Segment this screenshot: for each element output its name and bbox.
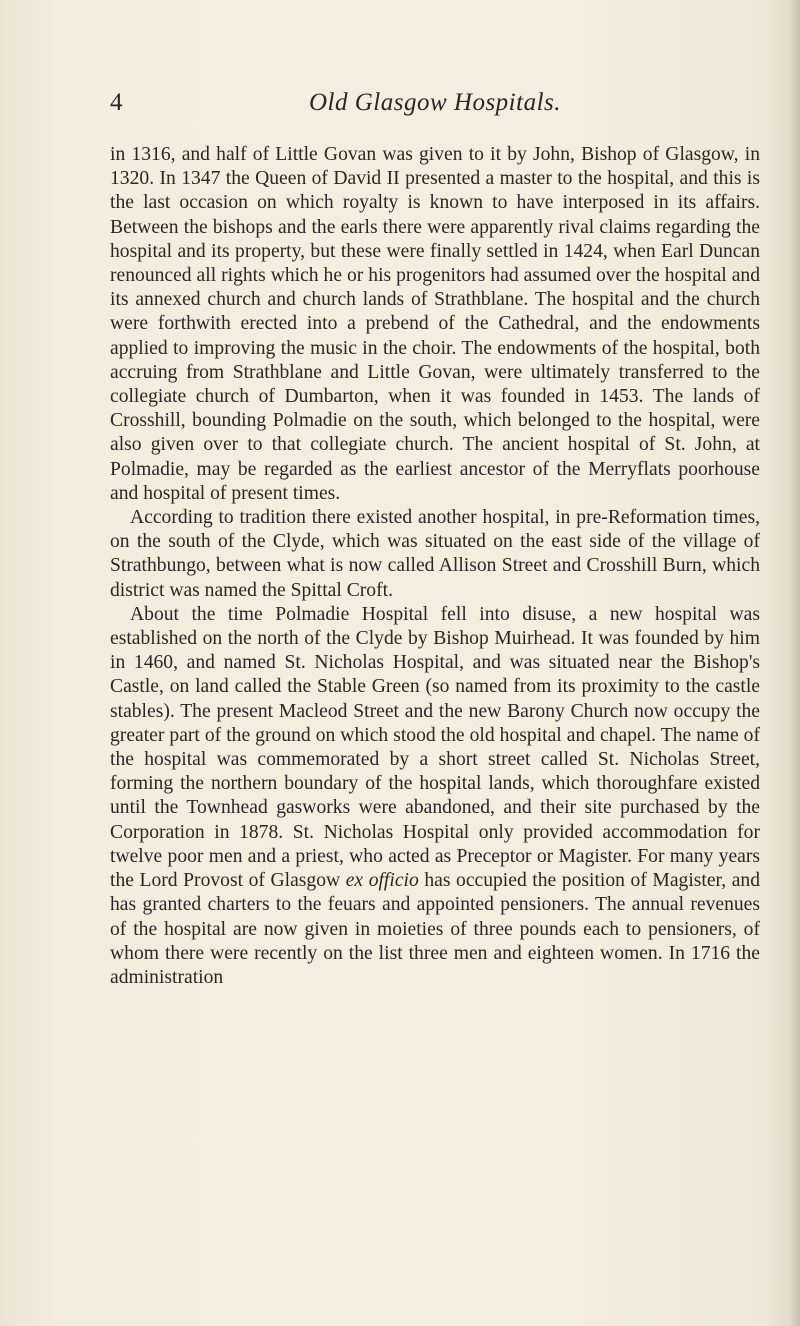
page-number: 4 xyxy=(110,89,123,116)
paragraph-1: in 1316, and half of Little Govan was given to it by John, Bishop of Glasgow, in 1320. In 1347 the Queen of David II presented a master to the hospital, and this is the last occasion on which royalty is known to have interposed in its affairs. Between the bishops and the earls there were apparently rival claims regarding the hospital and its property, but these were finally settled in 1424, when Earl Duncan renounced all rights which he or his progenitors had assumed over the hospital and its annexed church and church lands of Strathblane. The hospital and the church were forthwith erected into a prebend of the Cathedral, and the endowments applied to improving the music in the choir. The endowments of the hospital, both accruing from Strathblane and Little Govan, were ultimately transferred to the collegiate church of Dumbarton, when it was founded in 1453. The lands of Crosshill, bounding Polmadie on the south, which belonged to the hospital, were also given over to that collegiate church. The ancient hospital of St. John, at Polmadie, may be regarded as the earliest ancestor of the Merryflats poorhouse and hospital of present times. xyxy=(110,144,760,504)
italic-phrase: ex officio xyxy=(345,870,419,892)
body-text xyxy=(110,143,760,990)
paragraph-3 xyxy=(110,603,760,990)
paragraph-3-text: About the time Polmadie Hospital fell into disuse, a new hospital was established on the north of the Clyde by Bishop Muirhead. It was founded by him in 1460, and named St. Nicholas Hospital, and was situated near the Bishop's Castle, on land called the Stable Green (so named from its proximity to the castle stables). The present Macleod Street and the new Barony Church now occupy the greater part of the ground on which stood the old hospital and chapel. The name of the hospital was commemorated by a short street called St. Nicholas Street, forming the northern boundary of the hospital lands, which thoroughfare existed until the Townhead gasworks were abandoned, and their site purchased by the Corporation in 1878. St. Nicholas Hospital only provided accommodation for twelve poor men and a priest, who acted as Preceptor or Magister. For many years the Lord Provost of Glasgow xyxy=(110,603,760,892)
page-header xyxy=(110,88,760,128)
running-title: Old Glasgow Hospitals. xyxy=(308,89,561,116)
page-edge-shadow xyxy=(790,0,800,1326)
paragraph-3-continuation: has occupied the position of Magister, and has granted charters to the feuars and appointed pensioners. The annual revenues of the hospital are now given in moieties of three pounds each to pensioners, of whom there were recently on the list three men and eighteen women. In 1716 the administration xyxy=(110,870,761,988)
paragraph-2: According to tradition there existed another hospital, in pre-Reformation times, on the south of the Clyde, which was situated on the east side of the village of Strathbungo, between what is now called Allison Street and Crosshill Burn, which district was named the Spittal Croft. xyxy=(110,507,760,601)
